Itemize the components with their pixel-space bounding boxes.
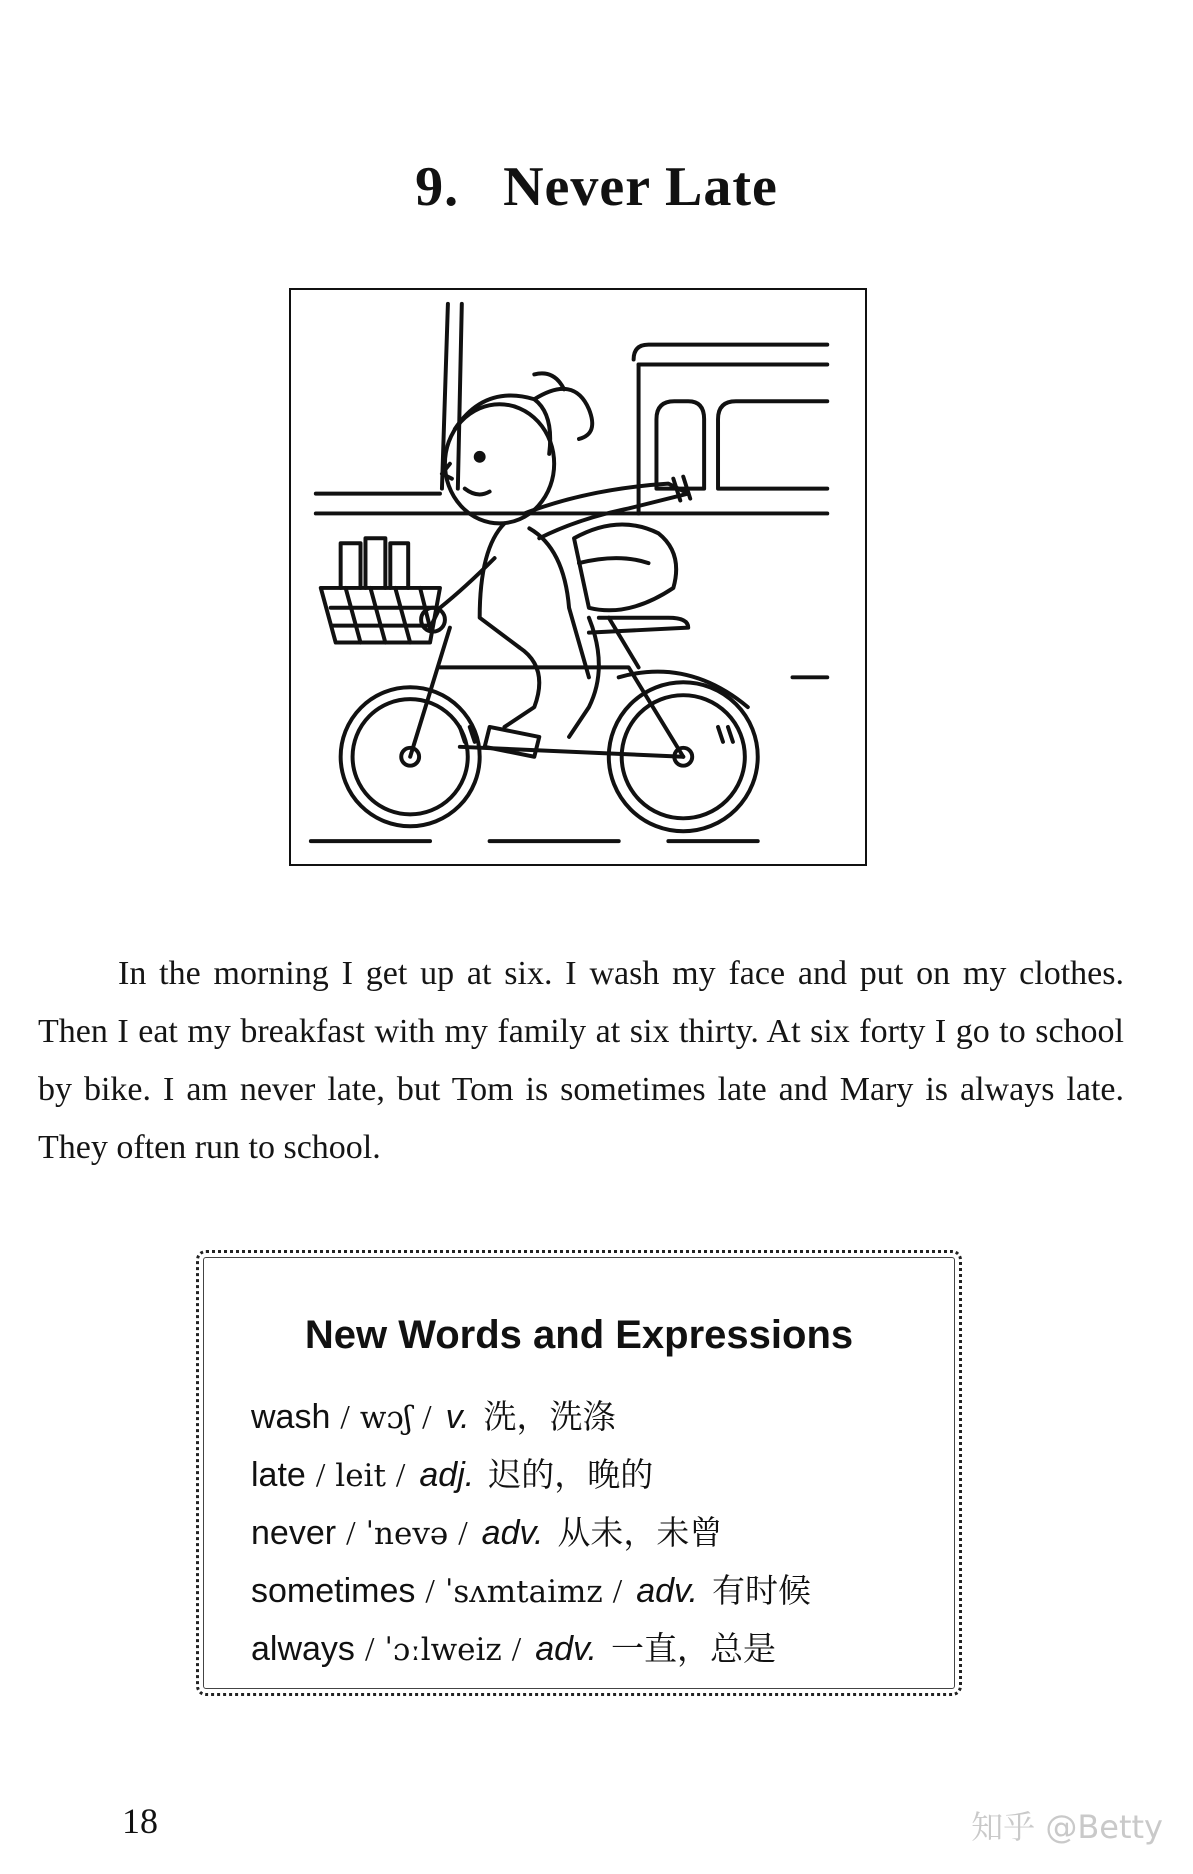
vocab-ipa: ˈnevə (365, 1516, 449, 1552)
slash: / (395, 1457, 406, 1494)
vocabulary-list (251, 1388, 811, 1678)
vocab-entry (251, 1446, 811, 1504)
vocab-word: sometimes (251, 1572, 416, 1610)
vocab-word: never (251, 1514, 337, 1552)
slash: / (425, 1573, 435, 1610)
vocab-pos: adv. (636, 1572, 698, 1610)
vocab-meaning: 从未，未曾 (557, 1513, 723, 1552)
slash: / (340, 1399, 350, 1436)
vocab-pos: adv. (481, 1514, 544, 1552)
vocabulary-heading: New Words and Expressions (304, 1313, 854, 1357)
slash: / (315, 1457, 326, 1494)
vocab-pos: v. (445, 1398, 470, 1436)
lesson-number: 9. (415, 156, 460, 218)
vocab-meaning: 一直，总是 (610, 1629, 776, 1668)
slash: / (364, 1631, 375, 1668)
slash: / (612, 1573, 623, 1610)
vocab-entry (251, 1388, 811, 1446)
vocab-entry (251, 1562, 811, 1620)
vocab-word: late (251, 1456, 306, 1494)
vocab-word: wash (251, 1398, 331, 1436)
vocab-ipa: ˈsʌmtaimz (444, 1574, 603, 1610)
page-number: 18 (122, 1801, 158, 1841)
reading-passage: In the morning I get up at six. I wash my face and put on my clothes. Then I eat my breakfast with my family at six thirty. At six forty I go to school by bike. I am never late, but Tom is sometimes late and Mary is always late. They often run to school. (38, 955, 1124, 1166)
vocab-ipa: leit (335, 1458, 386, 1494)
slash: / (422, 1399, 432, 1436)
vocab-ipa: ˈɔːlweiz (384, 1632, 502, 1668)
slash: / (458, 1515, 468, 1552)
vocab-entry (251, 1620, 811, 1678)
vocab-meaning: 迟的，晚的 (488, 1455, 654, 1494)
girl-riding-bicycle-icon (289, 288, 867, 866)
vocab-entry (251, 1504, 811, 1562)
lesson-title-text: Never Late (503, 156, 778, 218)
vocab-pos: adv. (535, 1630, 597, 1668)
watermark: 知乎 @Betty (971, 1808, 1163, 1846)
slash: / (511, 1631, 522, 1668)
slash: / (346, 1515, 356, 1552)
vocab-pos: adj. (419, 1456, 475, 1494)
vocab-meaning: 洗，洗涤 (483, 1397, 616, 1436)
lesson-title (0, 155, 1193, 219)
vocab-meaning: 有时候 (711, 1571, 811, 1610)
vocabulary-box (196, 1250, 962, 1696)
vocab-ipa: wɔʃ (359, 1400, 413, 1436)
vocab-word: always (251, 1630, 355, 1668)
